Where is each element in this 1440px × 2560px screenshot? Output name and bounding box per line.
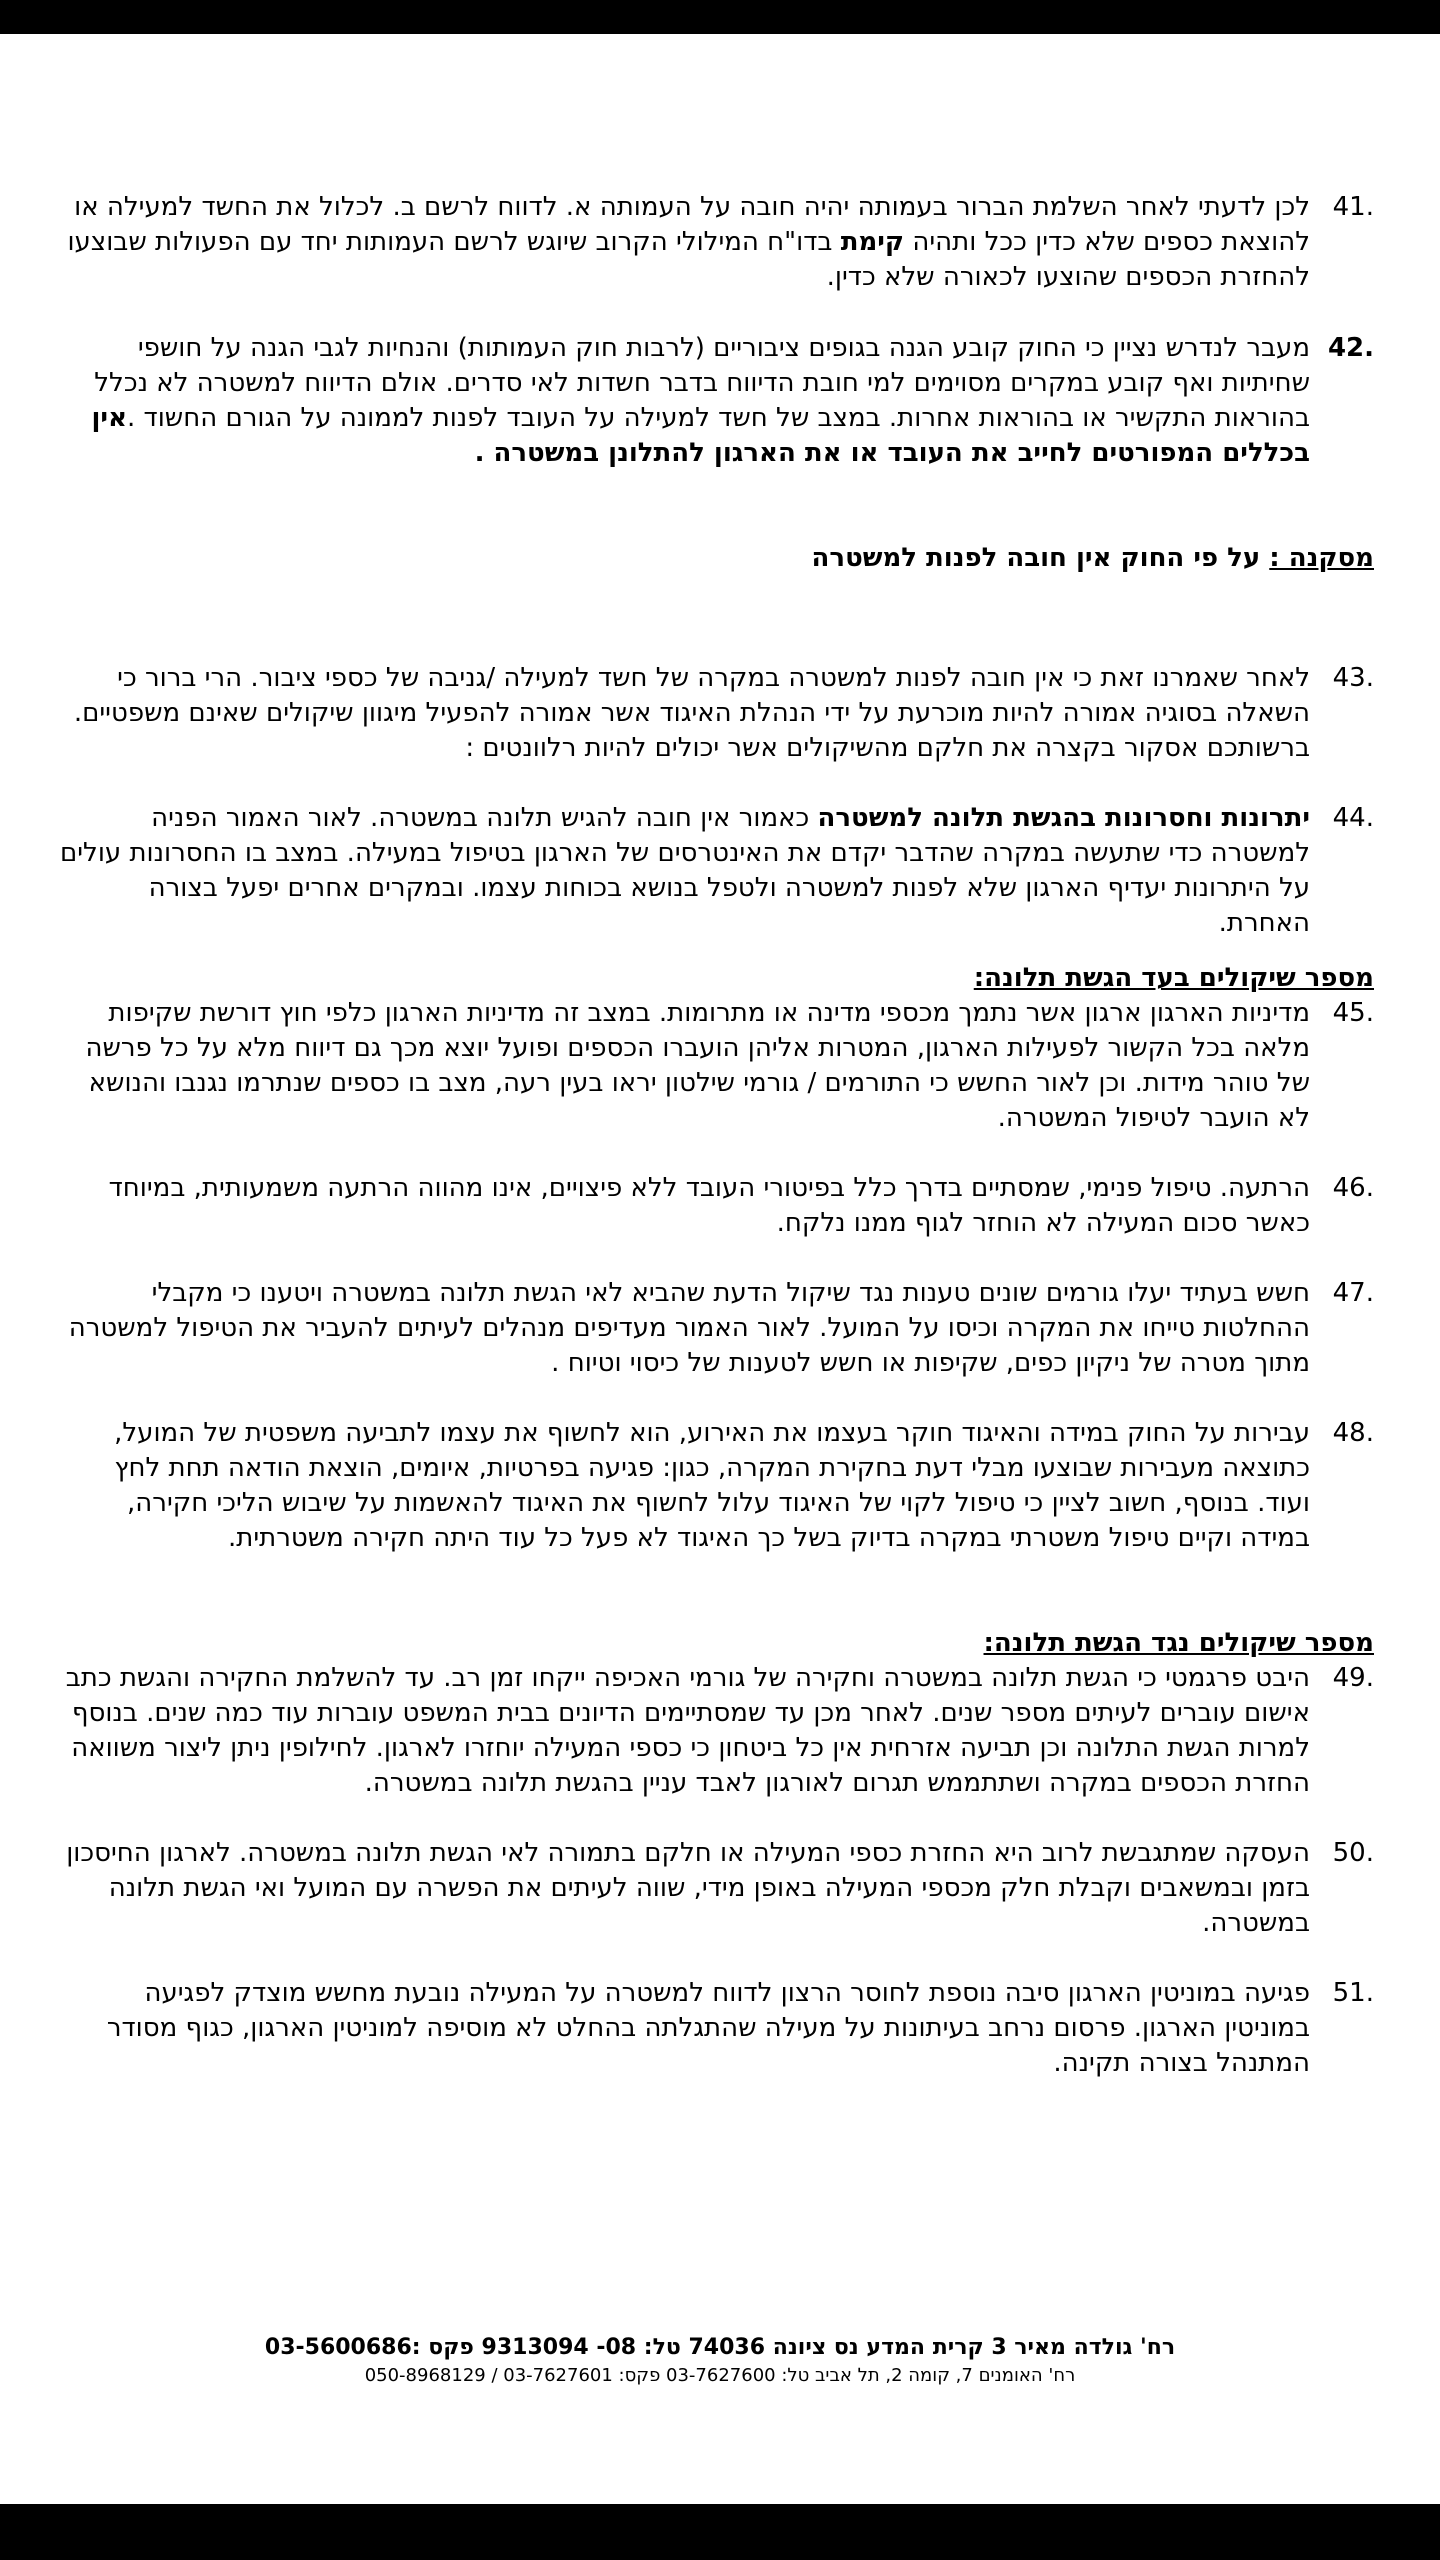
- paragraph-49: [54, 1661, 1374, 1801]
- page-footer: [0, 2333, 1440, 2389]
- footer-address-line-1: רח' גולדה מאיר 3 קרית המדע נס ציונה 74036 טל: 08- 9313094 פקס :03-5600686: [264, 2335, 1176, 2360]
- paragraph-text: מעבר לנדרש נציין כי החוק קובע הגנה בגופים ציבוריים (לרבות חוק העמותות) והנחיות לגבי הגנה על חושפי שחיתיות ואף קובע במקרים מסוימים למי חובת הדיווח בדבר חשדות לאי סדרים. אולם הדיווח למשטרה לא נכלל בהוראות התקשיר או בהוראות אחרות. במצב של חשד למעילה על העובד לפנות לממונה על הגורם החשוד .אין בכללים המפורטים לחייב את העובד או את הארגון להתלונן במשטרה .: [91, 333, 1310, 468]
- paragraph-47: [54, 1276, 1374, 1381]
- top-black-bar: [0, 0, 1440, 34]
- bold-statement: אין בכללים המפורטים לחייב את העובד או את הארגון להתלונן במשטרה .: [91, 403, 1310, 468]
- paragraph-number: 41.: [1332, 192, 1374, 222]
- bottom-black-bar: [0, 2504, 1440, 2560]
- paragraph-42: [54, 331, 1374, 471]
- section-heading-against: מספר שיקולים נגד הגשת תלונה:: [983, 1628, 1374, 1658]
- paragraph-text: לאחר שאמרנו זאת כי אין חובה לפנות למשטרה במקרה של חשד למעילה /גניבה של כספי ציבור. הרי ברור כי השאלה בסוגיה אמורה להיות מוכרעת על ידי הנהלת האיגוד אשר אמורה להפעיל מיגוון שיקולים שאינם משפטיים. ברשותכם אסקור בקצרה את חלקם מהשיקולים אשר יכולים להיות רלוונטים :: [73, 663, 1310, 763]
- paragraph-number: 48.: [1332, 1418, 1374, 1448]
- paragraph-text: היבט פרגמטי כי הגשת תלונה במשטרה וחקירה של גורמי האכיפה ייקחו זמן רב. עד להשלמת החקירה והגשת כתב אישום עוברים לעיתים מספר שנים. לאחר מכן עד שמסתיימים הדיונים בבית המשפט עוברות עוד כמה שנים. בנוסף למרות הגשת התלונה וכן תביעה אזרחית אין כל ביטחון כי כספי המעילה יוחזרו לארגון. לחילופין ניתן ליצור משוואה החזרת הכספים במקרה ושתתממש תגרום לאורגון לאבד עניין בהגשת תלונה במשטרה.: [65, 1663, 1310, 1798]
- section-heading-for: מספר שיקולים בעד הגשת תלונה:: [973, 963, 1374, 993]
- paragraph-number: 49.: [1332, 1663, 1374, 1693]
- paragraph-44: [54, 801, 1374, 941]
- paragraph-48: [54, 1416, 1374, 1556]
- paragraph-51: [54, 1976, 1374, 2081]
- bold-lead: יתרונות וחסרונות בהגשת תלונה למשטרה: [817, 803, 1310, 833]
- footer-address-line-2: רח' האומנים 7, קומה 2, תל אביב טל: 03-7627600 פקס: 03-7627601 / 050-8968129: [364, 2365, 1076, 2386]
- paragraph-number: 50.: [1332, 1838, 1374, 1868]
- paragraph-number: 44.: [1332, 803, 1374, 833]
- paragraph-text: חשש בעתיד יעלו גורמים שונים טענות נגד שיקול הדעת שהביא לאי הגשת תלונה במשטרה ויטענו כי מקבלי ההחלטות טייחו את המקרה וכיסו על המועל. לאור האמור מעדיפים מנהלים לעיתים להעביר את הטיפול למשטרה מתוך מטרה של ניקיון כפים, שקיפות או חשש לטענות של כיסוי וטיוח .: [68, 1278, 1310, 1378]
- paragraph-text: פגיעה במוניטין הארגון סיבה נוספת לחוסר הרצון לדווח למשטרה על המעילה נובעת מחשש מוצדק לפגיעה במוניטין הארגון. פרסום נרחב בעיתונות על מעילה שהתגלתה בהחלט לא מוסיפה למוניטין הארגון, כגוף מסודר המתנהל בצורה תקינה.: [106, 1978, 1310, 2078]
- paragraph-number: 42.: [1327, 333, 1374, 363]
- conclusion-label: מסקנה :: [1269, 543, 1374, 573]
- paragraph-text: עבירות על החוק במידה והאיגוד חוקר בעצמו את האירוע, הוא לחשוף את עצמו לתביעה משפטית של המועל, כתוצאה מעבירות שבוצעו מבלי דעת בחקירת המקרה, כגון: פגיעה בפרטיות, איומים, הוצאת הודאה תחת לחץ ועוד. בנוסף, חשוב לציין כי טיפול לקוי של האיגוד עלול לחשוף את האיגוד להאשמות על שיבוש הליכי חקירה, במידה וקיים טיפול משטרתי במקרה בדיוק בשל כך האיגוד לא פעל כל עוד היתה חקירה משטרתית.: [114, 1418, 1310, 1553]
- paragraph-46: [54, 1171, 1374, 1241]
- conclusion-text: על פי החוק אין חובה לפנות למשטרה: [811, 543, 1270, 573]
- paragraph-text: יתרונות וחסרונות בהגשת תלונה למשטרה כאמור אין חובה להגיש תלונה במשטרה. לאור האמור הפניה למשטרה כדי שתעשה במקרה שהדבר יקדם את האינטרסים של הארגון בטיפול במעילה. במצב בו החסרונות עולים על היתרונות יעדיף הארגון שלא לפנות למשטרה ולטפל בנושא בכוחות עצמו. ובמקרים אחרים יפעל בצורה האחרת.: [59, 803, 1310, 938]
- paragraph-number: 47.: [1332, 1278, 1374, 1308]
- paragraph-text: מדיניות הארגון ארגון אשר נתמך מכספי מדינה או מתרומות. במצב זה מדיניות הארגון כלפי חוץ דורשת שקיפות מלאה בכל הקשור לפעילות הארגון, המטרות אליהן הועברו הכספים ופועל יוצא מכך גם דיווח מלא על כל פרשה של טוהר מידות. וכן לאור החשש כי התורמים / גורמי שילטון יראו בעין רעה, מצב בו כספים שנתרמו נגנבו והנושא לא הועבר לטיפול המשטרה.: [85, 998, 1310, 1133]
- document-body: [54, 190, 1374, 2081]
- paragraph-45: [54, 996, 1374, 1136]
- paragraph-43: [54, 661, 1374, 766]
- paragraph-number: 43.: [1332, 663, 1374, 693]
- paragraph-text: לכן לדעתי לאחר השלמת הברור בעמותה יהיה חובה על העמותה א. לדווח לרשם ב. לכלול את החשד למעילה או להוצאת כספים שלא כדין ככל ותהיה קימת בדו"ח המילולי הקרוב שיוגש לרשם העמותות יחד עם הפעולות שבוצעו להחזרת הכספים שהוצעו לכאורה שלא כדין.: [67, 192, 1310, 292]
- bold-word: קימת: [840, 227, 905, 257]
- conclusion-heading: [54, 541, 1374, 576]
- paragraph-50: [54, 1836, 1374, 1941]
- paragraph-text: העסקה שמתגבשת לרוב היא החזרת כספי המעילה או חלקם בתמורה לאי הגשת תלונה במשטרה. לארגון החיסכון בזמן ובמשאבים וקבלת חלק מכספי המעילה באופן מידי, שווה לעיתים את הפשרה עם המועל ואי הגשת תלונה במשטרה.: [66, 1838, 1310, 1938]
- paragraph-number: 45.: [1332, 998, 1374, 1028]
- paragraph-41: [54, 190, 1374, 295]
- paragraph-number: 46.: [1332, 1173, 1374, 1203]
- paragraph-text: הרתעה. טיפול פנימי, שמסתיים בדרך כלל בפיטורי העובד ללא פיצויים, אינו מהווה הרתעה משמעותית, במיוחד כאשר סכום המעילה לא הוחזר לגוף ממנו נלקח.: [108, 1173, 1310, 1238]
- paragraph-number: 51.: [1332, 1978, 1374, 2008]
